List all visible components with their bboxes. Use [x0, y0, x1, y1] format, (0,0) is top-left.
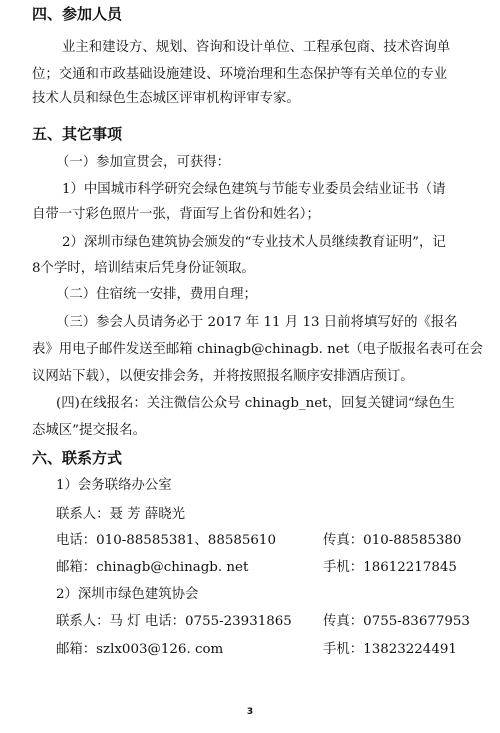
association-fax: 传真：0755-83677953 [323, 614, 470, 629]
item3-line-2: 表》用电子邮件发送至邮箱 chinagb@chinagb. net（电子版报名表可在会 [32, 342, 483, 357]
section-heading-contact: 六、联系方式 [32, 449, 123, 467]
item1-sub2-line-2: 8个学时，培训结束后凭身份证领取。 [32, 261, 255, 276]
item4-line-1: (四)在线报名：关注微信公众号 chinagb_net，回复关键词“绿色生 [56, 396, 455, 411]
association-mobile: 手机：13823224491 [323, 642, 457, 657]
section-heading-participants: 四、参加人员 [32, 5, 123, 23]
office-title: 1）会务联络办公室 [56, 478, 172, 493]
association-contact-phone: 联系人：马 灯 电话：0755-23931865 [56, 614, 292, 629]
item4-line-2: 态城区”提交报名。 [32, 423, 146, 438]
item3-line-1: （三）参会人员请务必于 2017 年 11 月 13 日前将填写好的《报名 [56, 315, 458, 330]
item1-sub1-line-1: 1）中国城市科学研究会绿色建筑与节能专业委员会结业证书（请 [62, 182, 446, 197]
office-phone: 电话：010-88585381、88585610 [56, 533, 276, 548]
item1-sub1-line-2: 自带一寸彩色照片一张，背面写上省份和姓名）； [32, 207, 320, 222]
office-fax: 传真：010-88585380 [323, 533, 462, 548]
office-mobile: 手机：18612217845 [323, 560, 457, 575]
item2-text: （二）住宿统一安排，费用自理； [56, 287, 257, 302]
participants-line-1: 业主和建设方、规划、咨询和设计单位、工程承包商、技术咨询单 [62, 40, 451, 55]
office-email: 邮箱：chinagb@chinagb. net [56, 560, 249, 575]
item1-title: （一）参加宣贯会，可获得： [56, 155, 231, 170]
association-title: 2）深圳市绿色建筑协会 [56, 587, 199, 602]
participants-line-2: 位；交通和市政基础设施建设、环境治理和生态保护等有关单位的专业 [32, 67, 448, 82]
item3-line-3: 议网站下载），以便安排会务，并将按照报名顺序安排酒店预订。 [32, 369, 414, 384]
page-number: 3 [246, 707, 254, 717]
participants-line-3: 技术人员和绿色生态城区评审机构评审专家。 [32, 91, 300, 106]
association-email: 邮箱：szlx003@126. com [56, 642, 224, 657]
item1-sub2-line-1: 2）深圳市绿色建筑协会颁发的“专业技术人员继续教育证明”，记 [62, 235, 446, 250]
office-contacts: 联系人：聂 芳 薛晓光 [56, 507, 186, 522]
section-heading-other-matters: 五、其它事项 [32, 125, 123, 143]
